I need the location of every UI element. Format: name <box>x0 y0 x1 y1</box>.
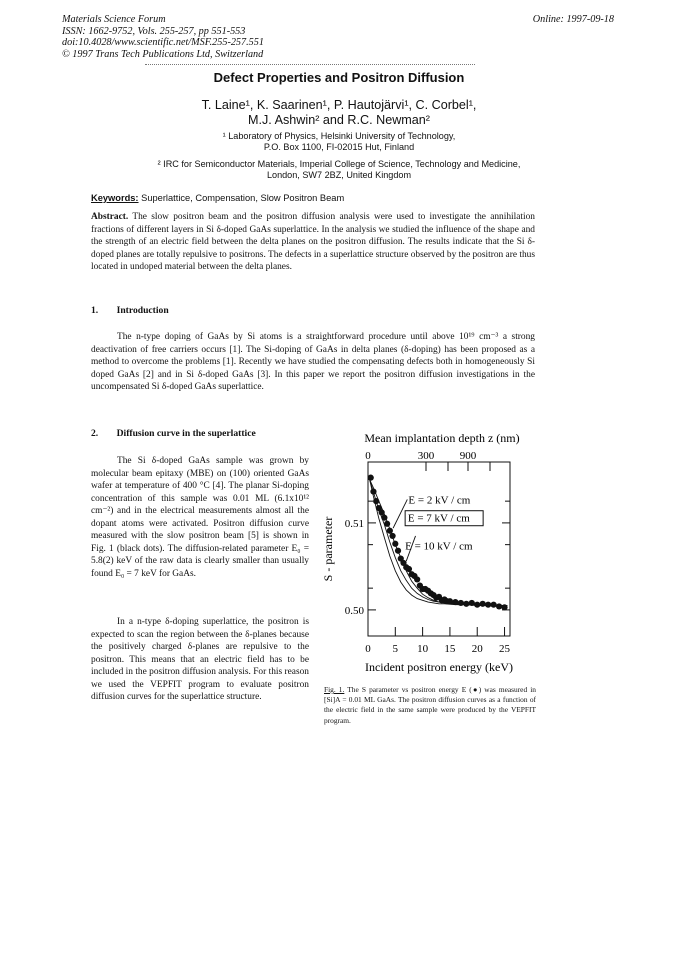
data-point <box>379 509 385 515</box>
y-tick-label: 0.50 <box>344 604 364 617</box>
data-point <box>384 521 390 527</box>
affiliation-2-line-1: ² IRC for Semiconductor Materials, Imperial College of Science, Technology and Medicine, <box>157 159 521 169</box>
annotation-e2: E = 2 kV / cm <box>408 494 471 507</box>
figure-caption-label: Fig. 1. <box>324 685 345 694</box>
section-2-paragraph-1: The Si δ-doped GaAs sample was grown by molecular beam epitaxy (MBE) on (100) oriented GaAs wafer at temperature of 400 °C [4]. The planar Si-doping concentration of this sample was 0.01 ML (6.1x10¹² cm⁻²) and in the electrical measurements almost all the dopant atoms were activated. Positron diffusion curve measured with the slow positron beam [5] is shown in Fig. 1 (black dots). The diffusion-related parameter E₀ = 5.8(2) keV of the raw data is clearly smaller than usually found E₀ = 7 keV for GaAs. <box>91 456 309 579</box>
data-point <box>389 533 395 539</box>
data-point <box>452 599 458 605</box>
affiliation-1-line-2: P.O. Box 1100, FI-02015 Hut, Finland <box>263 142 415 152</box>
abstract <box>91 211 535 274</box>
x-tick-label: 20 <box>471 643 483 655</box>
top-tick-label: 0 <box>365 450 371 462</box>
doi-link[interactable]: doi:10.4028/www.scientific.net/MSF.255-257.551 <box>62 37 264 48</box>
section-1-text: The n-type doping of GaAs by Si atoms is a straightforward procedure until above 10¹⁹ cm⁻³ a strong deactivation of free carriers occurs [1]. The Si-doping of GaAs in delta planes (δ-doping) has been proposed as a method to overcome the problems [1]. Recently we have studied the compensating defects both in homogeneously Si doped GaAs [2] and in Si δ-doped GaAs [3]. In this paper we report the positron diffusion investigations in the uncompensated Si δ-doped GaAs superlattice. <box>91 332 535 393</box>
section-2-heading <box>91 428 256 439</box>
data-point <box>395 548 401 554</box>
annotation-e10: E = 10 kV / cm <box>405 540 473 553</box>
data-point <box>381 515 387 521</box>
data-point <box>392 541 398 547</box>
data-point <box>480 601 486 607</box>
issn-line: ISSN: 1662-9752, Vols. 255-257, pp 551-553 <box>62 25 246 37</box>
x-tick-label: 0 <box>365 643 371 655</box>
data-point <box>491 602 497 608</box>
affiliation-2-line-2: London, SW7 2BZ, United Kingdom <box>266 170 412 180</box>
x-tick-label: 25 <box>499 643 511 655</box>
authors <box>0 98 678 128</box>
section-2-paragraph-2: In a n-type δ-doping superlattice, the positron is expected to scan the region between the δ-planes because the positively charged δ-planes are repulsive to the positron. This means that an electric field has to be included in the positron diffusion analysis. For this reason we used the VEPFIT program to evaluate positron diffusion curves for the superlattice structure. <box>91 617 309 702</box>
data-point <box>501 604 507 610</box>
data-point <box>373 498 379 504</box>
data-point <box>463 601 469 607</box>
abstract-text: The slow positron beam and the positron diffusion analysis were used to investigate the annihilation fractions of different layers in Si δ-doped GaAs superlattice. In the analysis we studied the influence of the shape and the strength of an electric field between the delta planes on the positron diffusion. The results indicate that the Si δ-doped planes are totally repulsive to positrons. The defects in a superlattice structure observed by the positron are thus located in undoped material between the delta planes. <box>91 212 535 273</box>
y-tick-label: 0.51 <box>344 517 364 530</box>
top-tick-label: 300 <box>417 450 435 462</box>
keywords-text: Superlattice, Compensation, Slow Positron Beam <box>138 193 345 203</box>
affiliation-2 <box>0 159 678 181</box>
data-point <box>458 600 464 606</box>
journal-name: Materials Science Forum <box>62 14 166 25</box>
figure-1-caption <box>324 685 536 726</box>
annotation-e7: E = 7 kV / cm <box>407 512 470 525</box>
authors-line-2: M.J. Ashwin² and R.C. Newman² <box>248 113 430 127</box>
section-2-number: 2. <box>91 428 99 439</box>
x-tick-label: 5 <box>392 643 399 655</box>
authors-line-1: T. Laine¹, K. Saarinen¹, P. Hautojärvi¹, C. Corbel¹, <box>201 98 477 112</box>
x-tick-label: 10 <box>417 643 429 655</box>
data-point <box>406 566 412 572</box>
affiliation-1-line-1: ¹ Laboratory of Physics, Helsinki University of Technology, <box>222 131 456 141</box>
data-point <box>414 576 420 582</box>
online-date: Online: 1997-09-18 <box>532 14 614 25</box>
data-point <box>496 603 502 609</box>
abstract-label: Abstract. <box>91 212 129 222</box>
section-1-title: Introduction <box>116 305 169 316</box>
data-point <box>370 488 376 494</box>
data-point <box>447 598 453 604</box>
data-point <box>387 528 393 534</box>
section-2-title: Diffusion curve in the superlattice <box>116 428 256 439</box>
journal-header <box>62 14 264 60</box>
copyright-line: © 1997 Trans Tech Publications Ltd, Switzerland <box>62 48 264 60</box>
y-axis-label: S - parameter <box>321 516 335 582</box>
keywords <box>91 193 344 203</box>
data-point <box>469 600 475 606</box>
figure-1-chart <box>318 426 540 682</box>
section-1-heading <box>91 305 169 316</box>
paper-title: Defect Properties and Positron Diffusion <box>213 70 465 85</box>
top-axis-label: Mean implantation depth z (nm) <box>364 431 520 445</box>
keywords-label: Keywords: <box>91 193 139 203</box>
data-point <box>474 602 480 608</box>
x-tick-label: 15 <box>444 643 456 655</box>
data-point <box>368 475 374 481</box>
figure-caption-text: The S parameter vs positron energy E (●) was measured in [Si]A = 0.01 ML GaAs. The positron diffusion curves as a function of the electric field in the same sample were produced by the VEPFIT program. <box>324 685 536 725</box>
section-1-number: 1. <box>91 305 99 316</box>
cropped-title-fragment <box>145 64 475 68</box>
top-tick-label: 900 <box>459 450 477 462</box>
affiliation-1 <box>0 131 678 153</box>
data-point <box>485 602 491 608</box>
x-axis-label: Incident positron energy (keV) <box>364 660 514 674</box>
